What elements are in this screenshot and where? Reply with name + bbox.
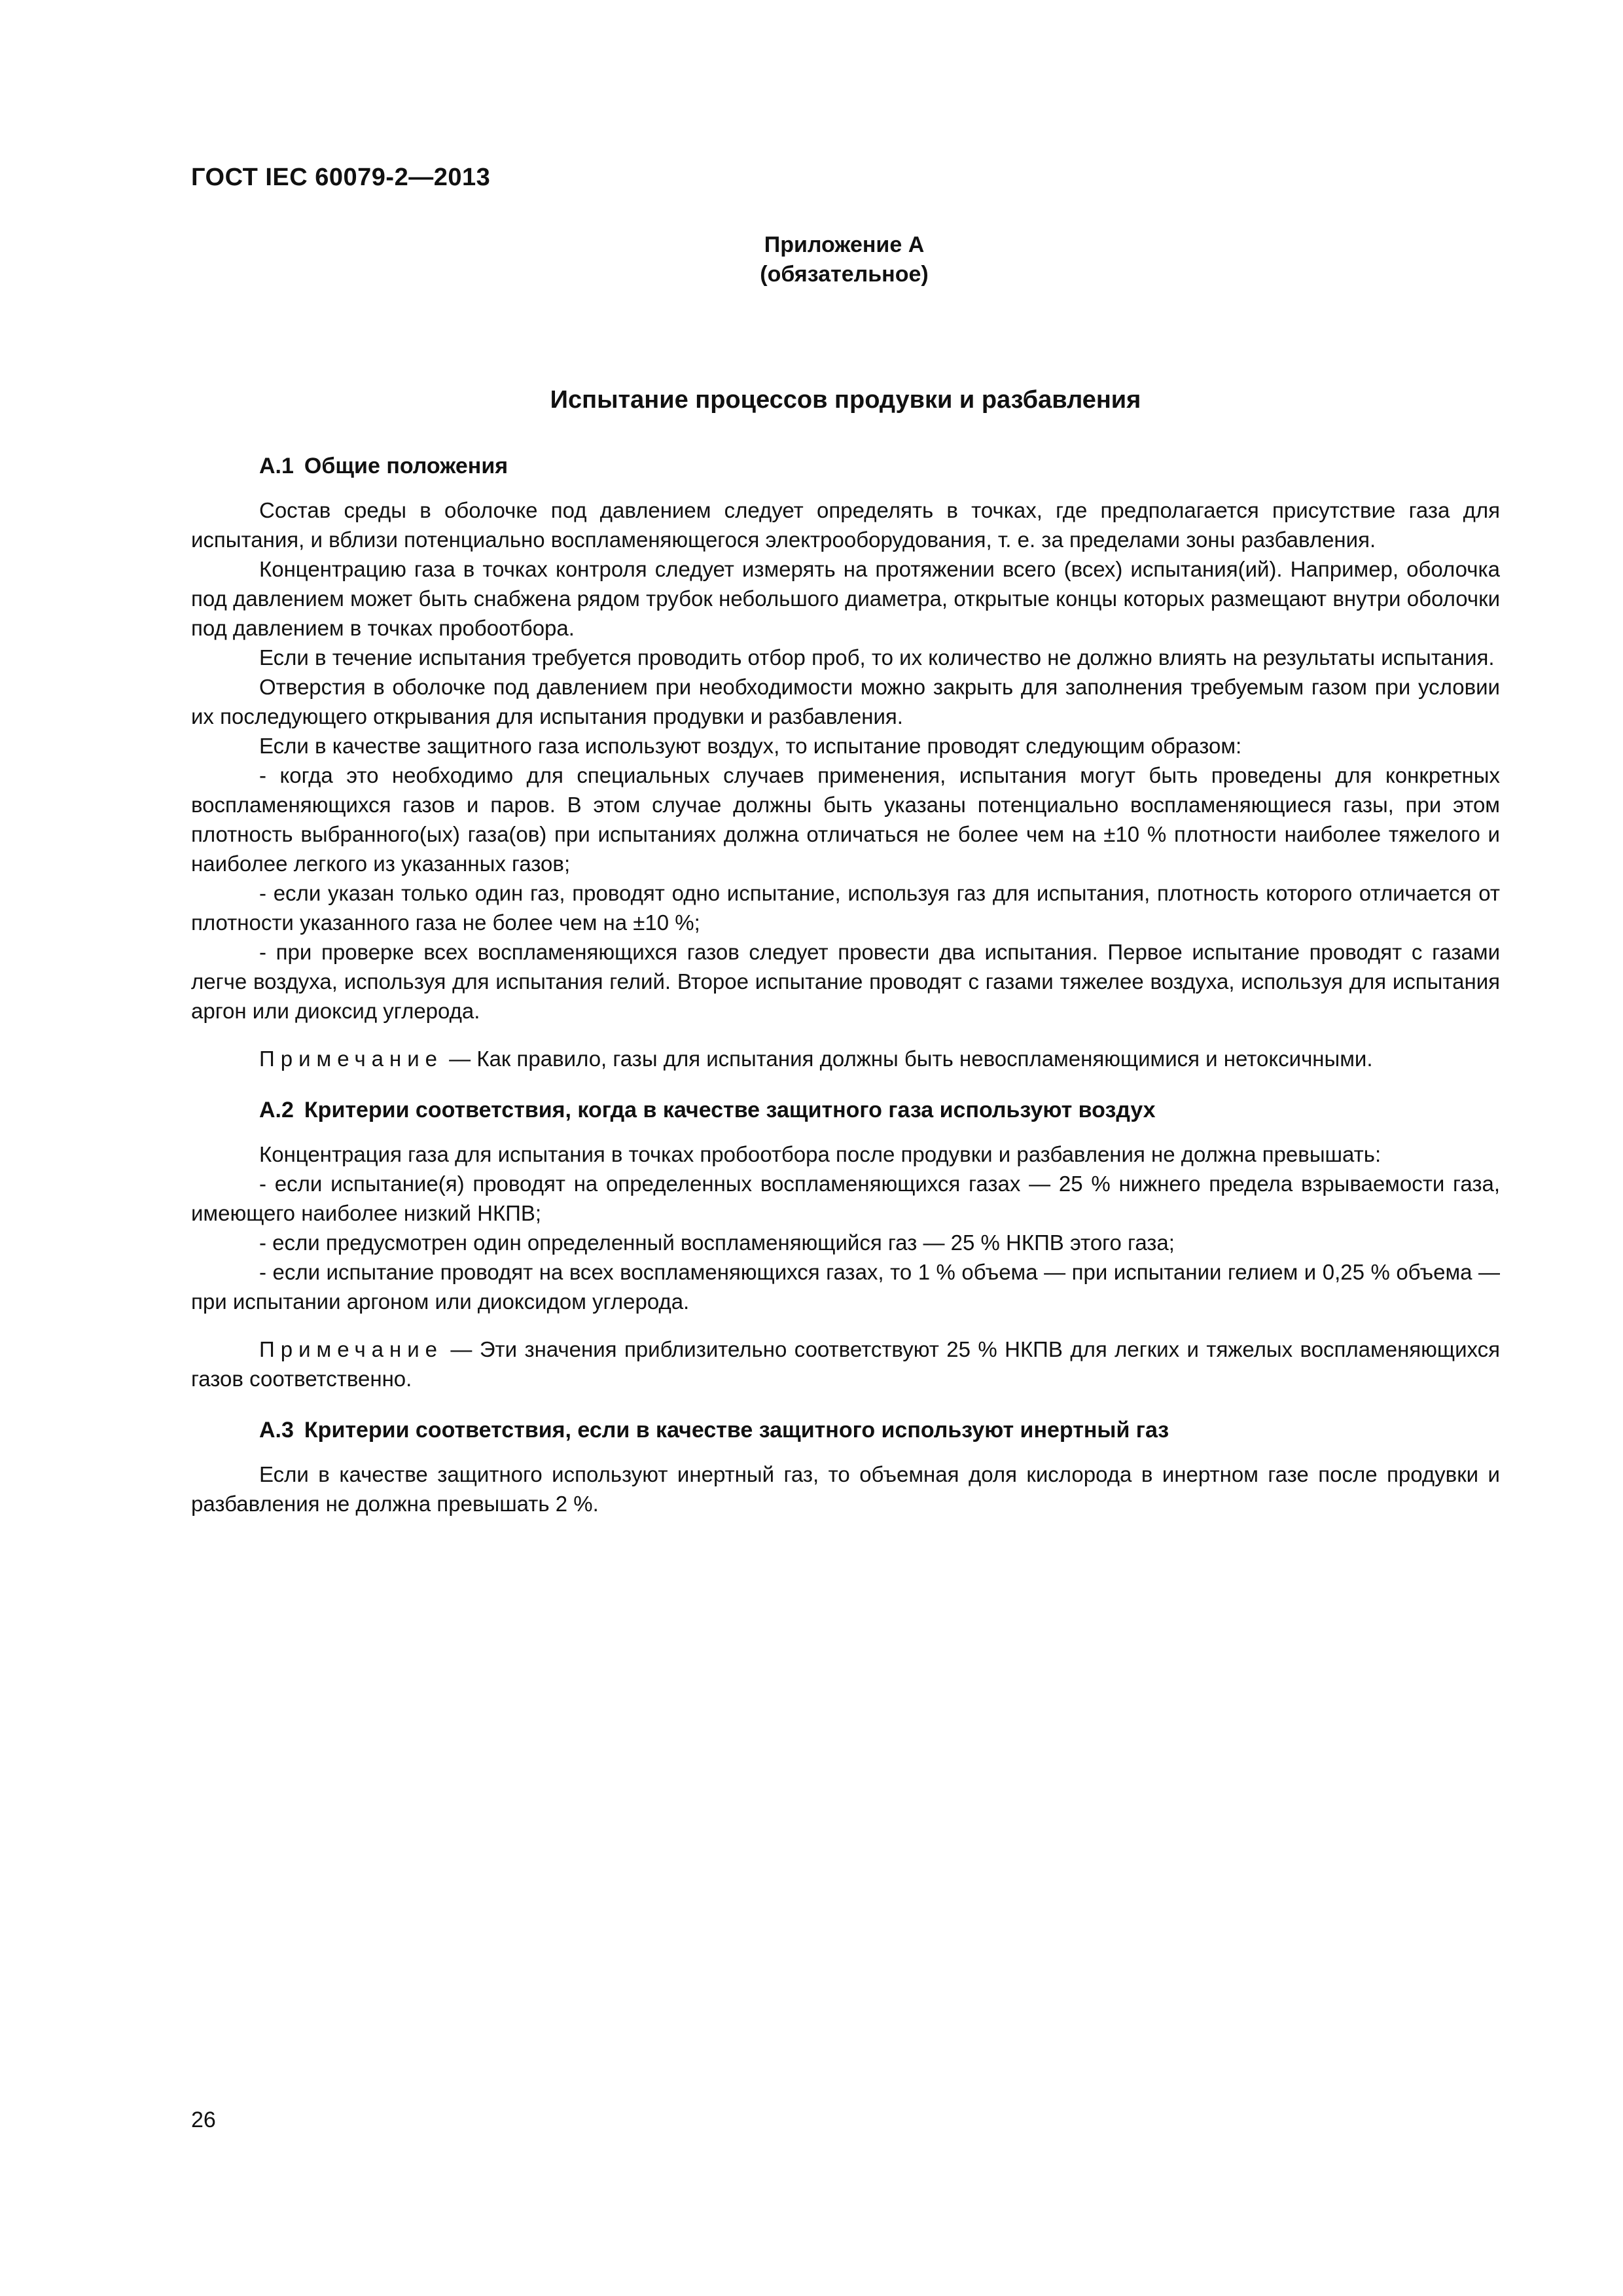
main-title: Испытание процессов продувки и разбавления [550,386,1141,414]
paragraph: Состав среды в оболочке под давлением следует определять в точках, где предполагается присутствие газа для испытания, и вблизи потенциально воспламеняющегося электрооборудования, т. е. за пределами зоны разбавления. [191,498,1500,552]
document-code: ГОСТ IEC 60079-2—2013 [191,164,491,191]
note [191,1044,1500,1073]
page-number: 26 [191,2108,216,2132]
list-item: - когда это необходимо для специальных случаев применения, испытания могут быть проведены для конкретных воспламеняющихся газов и паров. В этом случае должны быть указаны потенциально воспламеняющиеся газы, при этом плотность выбранного(ых) газа(ов) при испытаниях должна отличаться не более чем на ±10 % плотности наиболее тяжелого и наиболее легкого из указанных газов; [191,763,1500,876]
section-heading-a1 [191,452,1500,481]
section-number: А.1 [259,454,294,478]
paragraph: Концентрация газа для испытания в точках пробоотбора после продувки и разбавления не должна превышать: [259,1142,1382,1166]
section-heading-a2 [191,1096,1500,1125]
note [191,1335,1500,1393]
section-number: А.3 [259,1418,294,1443]
section-title: Критерии соответствия, если в качестве защитного используют инертный газ [304,1418,1169,1443]
paragraph: Если в качестве защитного используют инертный газ, то объемная доля кислорода в инертном газе после продувки и разбавления не должна превышать 2 %. [191,1462,1500,1516]
paragraph: Если в качестве защитного газа используют воздух, то испытание проводят следующим образом: [259,734,1242,758]
annex-status: (обязательное) [760,262,929,287]
paragraph: Концентрацию газа в точках контроля следует измерять на протяжении всего (всех) испытания(ий). Например, оболочка под давлением может быть снабжена рядом трубок небольшого диаметра, открытые концы которых размещают внутри оболочки под давлением в точках пробоотбора. [191,557,1500,640]
note-label: Примечание [259,1047,444,1071]
paragraph: Если в течение испытания требуется проводить отбор проб, то их количество не должно влиять на результаты испытания. [259,645,1495,670]
note-label: Примечание [259,1337,444,1361]
list-item: - если предусмотрен один определенный воспламеняющийся газ — 25 % НКПВ этого газа; [259,1230,1175,1255]
paragraph: Отверстия в оболочке под давлением при необходимости можно закрыть для заполнения требуемым газом при условии их последующего открывания для испытания продувки и разбавления. [191,675,1500,728]
annex-title: Приложение А [764,232,925,257]
section-title: Общие положения [304,454,508,478]
section-number: А.2 [259,1098,294,1122]
note-text: — Эти значения приблизительно соответствуют 25 % НКПВ для легких и тяжелых воспламеняющихся газов соответственно. [191,1337,1500,1391]
document-body [191,452,1500,1518]
list-item: - при проверке всех воспламеняющихся газов следует провести два испытания. Первое испытание проводят с газами легче воздуха, используя для испытания гелий. Второе испытание проводят с газами тяжелее воздуха, используя для испытания аргон или диоксид углерода. [191,940,1500,1023]
list-item: - если испытание(я) проводят на определенных воспламеняющихся газах — 25 % нижнего предела взрываемости газа, имеющего наиболее низкий НКПВ; [191,1172,1500,1225]
note-text: — Как правило, газы для испытания должны быть невоспламеняющимися и нетоксичными. [443,1047,1373,1071]
list-item: - если испытание проводят на всех воспламеняющихся газах, то 1 % объема — при испытании гелием и 0,25 % объема — при испытании аргоном или диоксидом углерода. [191,1260,1500,1314]
list-item: - если указан только один газ, проводят одно испытание, используя газ для испытания, плотность которого отличается от плотности указанного газа не более чем на ±10 %; [191,881,1500,935]
section-heading-a3 [191,1416,1500,1445]
section-title: Критерии соответствия, когда в качестве защитного газа используют воздух [304,1098,1156,1122]
